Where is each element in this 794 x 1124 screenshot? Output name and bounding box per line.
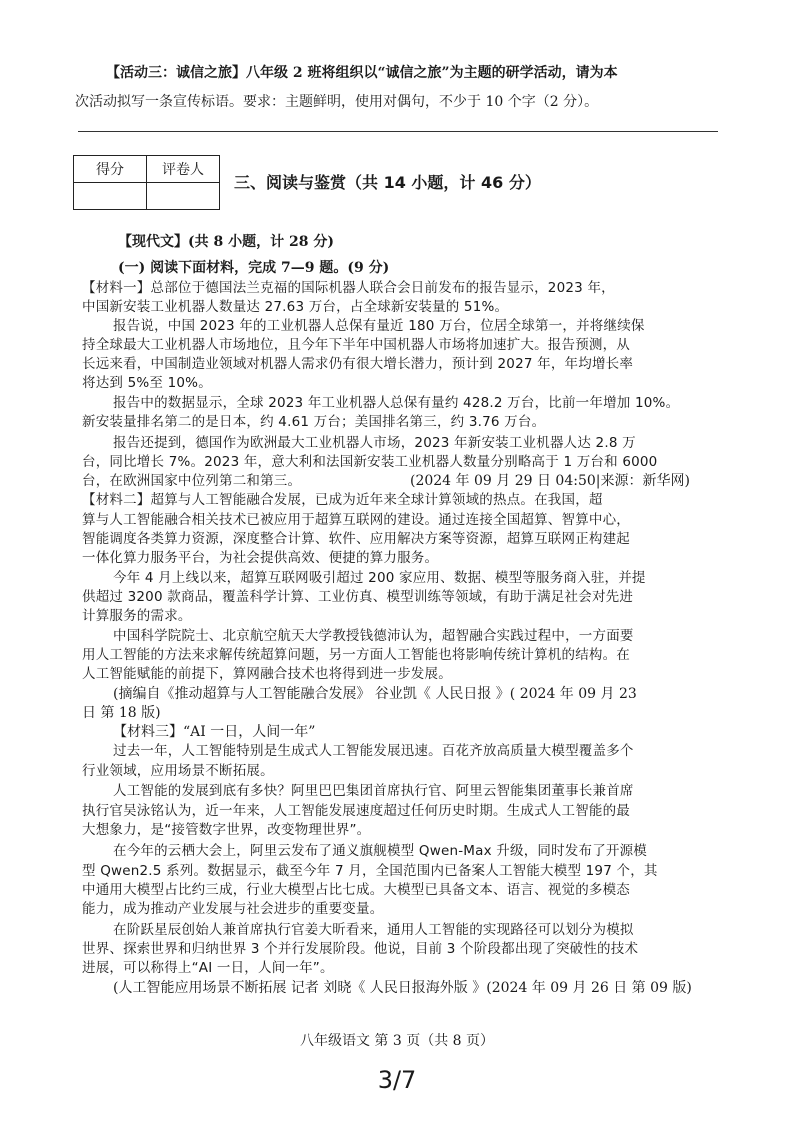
page-footer: 八年级语文 第 3 页（共 8 页） (299, 1033, 495, 1049)
grader-cell (147, 183, 220, 210)
page-indicator: 3/7 (377, 1066, 417, 1094)
material2-line7: 计算服务的需求。 (82, 608, 192, 624)
part1-heading: (一) 阅读下面材料，完成 7—9 题。(9 分) (118, 260, 390, 276)
section3-title: 三、阅读与鉴赏（共 14 小题，计 46 分） (234, 173, 541, 192)
score-table (73, 155, 220, 210)
material2-line8: 中国科学院院士、北京航空航天大学教授钱德沛认为，超智融合实践过程中，一方面要 (113, 628, 634, 644)
material1-line10: 台，同比增长 7%。2023 年，意大利和法国新安装工业机器人数量分别略高于 1 万台和 6000 (82, 454, 658, 470)
material3-title: 【材料三】“AI 一日，人间一年” (113, 724, 316, 740)
material3-source: (人工智能应用场景不断拓展 记者 刘晓《 人民日报海外版 》(2024 年 09 月 26 日 第 09 版) (113, 980, 692, 996)
material2-line5: 今年 4 月上线以来，超算互联网吸引超过 200 家应用、数据、模型等服务商入驻，并提 (113, 570, 646, 586)
answer-line (78, 131, 718, 132)
material2-line6: 供超过 3200 款商品，覆盖科学计算、工业仿真、模型训练等领域，有助于满足社会对先进 (82, 589, 634, 605)
material2-line10: 人工智能赋能的前提下，算网融合技术也将得到进一步发展。 (82, 666, 452, 682)
material2-line1: 【材料二】超算与人工智能融合发展，已成为近年来全球计算领域的热点。在我国，超 (82, 492, 603, 508)
material1-line3: 报告说，中国 2023 年的工业机器人总保有量近 180 万台，位居全球第一，并将继续保 (113, 318, 645, 334)
material1-line4: 持全球最大工业机器人市场地位，且今年下半年中国机器人市场将加速扩大。报告预测，从 (82, 337, 630, 353)
grader-label: 评卷人 (147, 156, 220, 183)
material2-line9: 用人工智能的方法来求解传统超算问题，另一方面人工智能也将影响传统计算机的结构。在 (82, 647, 630, 663)
material1-line11: 台，在欧洲国家中位列第二和第三。 (82, 473, 302, 489)
material2-source2: 日 第 18 版) (82, 705, 161, 721)
material3-line2: 行业领域，应用场景不断拓展。 (82, 763, 274, 779)
material1-line8: 新安装量排名第二的是日本，约 4.61 万台；美国排名第三，约 3.76 万台。 (82, 414, 546, 430)
material3-line11: 世界、探索世界和归纳世界 3 个并行发展阶段。他说，目前 3 个阶段都出现了突破性的技术 (82, 941, 639, 957)
material1-line5: 长远来看，中国制造业领域对机器人需求仍有很大增长潜力，预计到 2027 年，年均增长率 (82, 356, 634, 372)
material3-line8: 中通用大模型占比约三成，行业大模型占比七成。大模型已具备文本、语言、视觉的多模态 (82, 882, 630, 898)
material1-line9: 报告还提到，德国作为欧洲最大工业机器人市场，2023 年新安装工业机器人达 2.8 万 (113, 435, 636, 451)
material2-line3: 智能调度各类算力资源，深度整合计算、软件、应用解决方案等资源，超算互联网正构建起 (82, 531, 630, 547)
material3-line1: 过去一年，人工智能特别是生成式人工智能发展迅速。百花齐放高质量大模型覆盖多个 (113, 743, 634, 759)
activity3-line1: 【活动三：诚信之旅】八年级 2 班将组织以“诚信之旅”为主题的研学活动，请为本 (106, 65, 618, 81)
material2-source1: (摘编自《推动超算与人工智能融合发展》 谷业凯《 人民日报 》( 2024 年 09 月 23 (113, 686, 637, 702)
material1-source: (2024 年 09 月 29 日 04:50|来源：新华网) (410, 473, 690, 489)
material3-line5: 大想象力，是“接管数字世界，改变物理世界”。 (82, 822, 371, 838)
material3-line3: 人工智能的发展到底有多快？阿里巴巴集团首席执行官、阿里云智能集团董事长兼首席 (113, 783, 634, 799)
material2-line2: 算与人工智能融合相关技术已被应用于超算互联网的建设。通过连接全国超算、智算中心， (82, 512, 630, 528)
score-cell (74, 183, 147, 210)
score-label: 得分 (74, 156, 147, 183)
material1-line6: 将达到 5%至 10%。 (82, 375, 212, 391)
activity3-line2: 次活动拟写一条宣传标语。要求：主题鲜明，使用对偶句，不少于 10 个字（2 分）。 (75, 94, 599, 110)
material3-line7: 型 Qwen2.5 系列。数据显示，截至今年 7 月，全国范围内已备案人工智能大模型 197 个，其 (82, 863, 658, 879)
material1-line2: 中国新安装工业机器人数量达 27.63 万台，占全球新安装量的 51%。 (82, 299, 509, 315)
material3-line12: 进展，可以称得上“AI 一日，人间一年”。 (82, 960, 334, 976)
material1-line7: 报告中的数据显示，全球 2023 年工业机器人总保有量约 428.2 万台，比前一年增加 10%。 (113, 395, 680, 411)
material2-line4: 一体化算力服务平台，为社会提供高效、便捷的算力服务。 (82, 550, 439, 566)
material3-line10: 在阶跃星辰创始人兼首席执行官姜大昕看来，通用人工智能的实现路径可以划分为模拟 (113, 922, 634, 938)
material3-line9: 能力，成为推动产业发展与社会进步的重要变量。 (82, 901, 384, 917)
material1-line1: 【材料一】总部位于德国法兰克福的国际机器人联合会日前发布的报告显示，2023 年， (82, 280, 615, 296)
material3-line4: 执行官吴泳铭认为，近一年来，人工智能发展速度超过任何历史时期。生成式人工智能的最 (82, 803, 630, 819)
modern-heading: 【现代文】(共 8 小题，计 28 分) (118, 234, 334, 250)
material3-line6: 在今年的云栖大会上，阿里云发布了通义旗舰模型 Qwen-Max 升级，同时发布了开源模 (113, 843, 647, 859)
